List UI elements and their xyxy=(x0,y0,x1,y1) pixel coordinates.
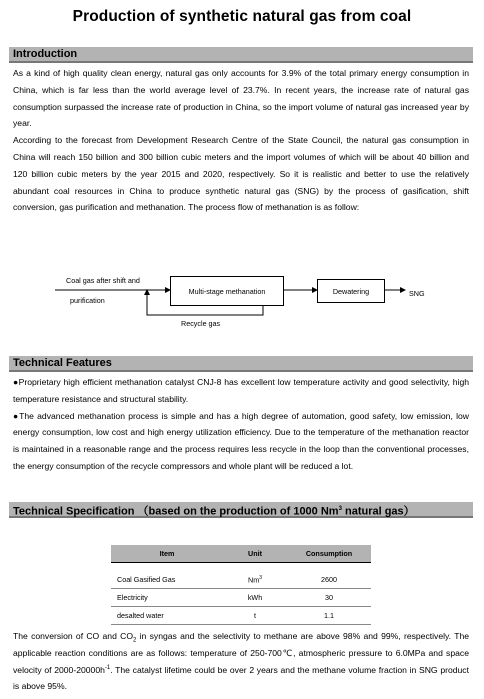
cell-unit: Nm$^3$ xyxy=(223,571,287,589)
cell-item: desalted water xyxy=(111,607,223,625)
cell-consumption: 2600 xyxy=(287,571,371,589)
table-row xyxy=(111,607,371,625)
recycle-gas-label: Recycle gas xyxy=(181,319,221,328)
consumption-table xyxy=(111,545,371,625)
cell-item: Coal Gasified Gas xyxy=(111,571,223,589)
cell-consumption: 1.1 xyxy=(287,607,371,625)
features-body xyxy=(13,374,469,475)
closing-paragraph: The conversion of CO and $CO_2$ in syngas and the selectivity to methane are above 98% and 99%, respectively. The applicable reaction conditions are as follows: temperature of 250-700℃, atmospheric pressure to 6.0MPa and space velocity of $2000-20000h^{-1}$. The catalyst lifetime could be over 2 years and the methane volume fraction in SNG product is above 95%. xyxy=(13,631,470,692)
cell-consumption: 30 xyxy=(287,589,371,607)
table-row xyxy=(111,571,371,589)
cell-item: Electricity xyxy=(111,589,223,607)
dewatering-box: Dewatering xyxy=(317,279,385,303)
section-title: Introduction xyxy=(13,48,78,60)
section-header-technical-features xyxy=(9,356,473,372)
section-header-technical-specification xyxy=(9,502,473,518)
page-title: Production of synthetic natural gas from coal xyxy=(72,8,412,25)
flow-input-label-line1: Coal gas after shift and xyxy=(66,276,140,285)
column-header-item: Item xyxy=(111,545,223,563)
column-header-unit: Unit xyxy=(223,545,287,563)
cell-unit: kWh xyxy=(223,589,287,607)
column-header-consumption: Consumption xyxy=(287,545,371,563)
intro-body xyxy=(13,65,469,216)
intro-paragraph-2: According to the forecast from Development Research Centre of the State Council, the natural gas consumption in China will reach 150 billion and 300 billion cubic meters and the import volumes of which will be about 40 billion and 120 billion cubic meters by the year 2015 and 2020, respectively. So it is realistic and better to use the relatively abundant coal resources in China to produce synthetic natural gas (SNG) by the process of gasification, shift conversion, gas purification and methanation. The process flow of methanation is as follow: xyxy=(13,135,469,213)
intro-paragraph-1: As a kind of high quality clean energy, natural gas only accounts for 3.9% of the total primary energy consumption in China, which is far less than the world average level of 23.7%. In recent years, the increase rate of natural gas consumption surpassed the increase rate of production in China, so the import volume of natural gas increased year by year. xyxy=(13,68,469,129)
section-header-introduction xyxy=(9,47,473,63)
sng-output-label: SNG xyxy=(409,289,425,298)
methanation-box: Multi-stage methanation xyxy=(170,276,284,306)
methanation-flow-diagram xyxy=(0,262,484,338)
feature-item-catalyst: ●Proprietary high efficient methanation catalyst CNJ-8 has excellent low temperature activity and good selectivity, high temperature resistance and structural stability. xyxy=(13,377,469,404)
table-header-row xyxy=(111,545,371,563)
section-title: Technical Specification （based on the production of 1000 Nm$^3$ natural gas） xyxy=(13,505,415,518)
section-title: Technical Features xyxy=(13,357,112,369)
table-row xyxy=(111,589,371,607)
cell-unit: t xyxy=(223,607,287,625)
feature-item-process: ●The advanced methanation process is simple and has a high degree of automation, good safety, low emission, low energy consumption, low cost and high energy utilization efficiency. Due to the temperature of the methanation reactor is maintained in a reasonable range and the process requires less recycle in the loop than the conventional processes, the energy consumption of the recycle compressors and whole plant will be reduced a lot. xyxy=(13,410,469,471)
flow-input-label-line2: purification xyxy=(70,296,105,305)
